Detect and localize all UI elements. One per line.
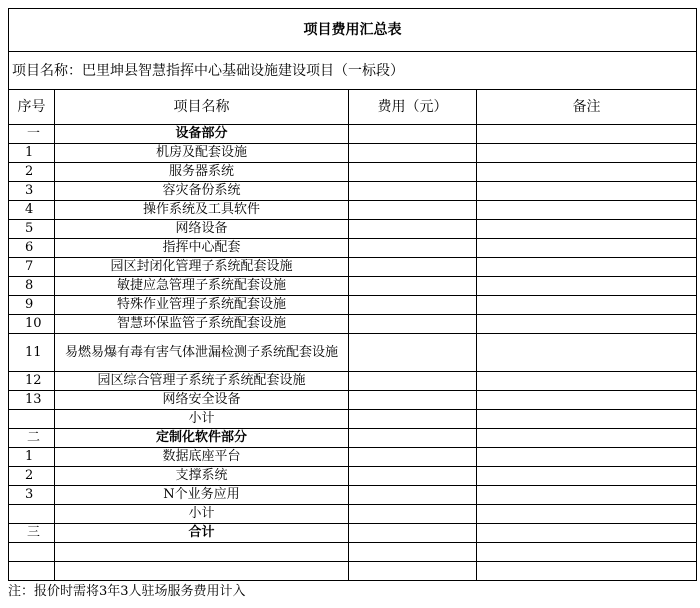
remark-cell — [477, 524, 697, 543]
total-label: 合计 — [55, 524, 349, 543]
cost-cell — [349, 163, 477, 182]
section-name: 定制化软件部分 — [55, 429, 349, 448]
remark-cell — [477, 220, 697, 239]
remark-cell — [477, 201, 697, 220]
remark-cell — [477, 258, 697, 277]
remark-cell — [477, 467, 697, 486]
remark-cell — [477, 163, 697, 182]
cost-cell — [349, 239, 477, 258]
table-row — [9, 296, 697, 315]
row-no — [9, 505, 55, 524]
row-name: 操作系统及工具软件 — [55, 201, 349, 220]
row-no: 5 — [9, 220, 55, 239]
row-name: 易燃易爆有毒有害气体泄漏检测子系统配套设施 — [55, 334, 349, 372]
table-row — [9, 220, 697, 239]
table-row — [9, 277, 697, 296]
row-name: 网络设备 — [55, 220, 349, 239]
remark-cell — [477, 144, 697, 163]
cost-cell — [349, 410, 477, 429]
remark-cell — [477, 372, 697, 391]
table-row — [9, 372, 697, 391]
cost-summary-sheet — [8, 8, 696, 581]
table-title: 项目费用汇总表 — [9, 9, 697, 52]
row-no: 3 — [9, 486, 55, 505]
header-row — [9, 90, 697, 125]
remark-cell — [477, 410, 697, 429]
cost-cell — [349, 182, 477, 201]
cost-cell — [349, 201, 477, 220]
section-no: 一 — [9, 125, 55, 144]
row-no: 1 — [9, 448, 55, 467]
row-no: 8 — [9, 277, 55, 296]
cost-cell — [349, 125, 477, 144]
row-name: 园区综合管理子系统子系统配套设施 — [55, 372, 349, 391]
empty-cell — [9, 543, 55, 562]
row-no: 9 — [9, 296, 55, 315]
table-row — [9, 467, 697, 486]
row-name: 园区封闭化管理子系统配套设施 — [55, 258, 349, 277]
cost-cell — [349, 505, 477, 524]
remark-cell — [477, 239, 697, 258]
cost-cell — [349, 486, 477, 505]
remark-cell — [477, 429, 697, 448]
remark-cell — [477, 315, 697, 334]
row-no: 10 — [9, 315, 55, 334]
section-no: 三 — [9, 524, 55, 543]
empty-cell — [55, 562, 349, 581]
header-remark: 备注 — [477, 90, 697, 125]
cost-cell — [349, 334, 477, 372]
row-name: 机房及配套设施 — [55, 144, 349, 163]
cost-summary-table — [8, 8, 697, 581]
row-no: 3 — [9, 182, 55, 201]
table-row — [9, 391, 697, 410]
row-no: 2 — [9, 163, 55, 182]
cost-cell — [349, 258, 477, 277]
table-row — [9, 144, 697, 163]
row-no: 6 — [9, 239, 55, 258]
empty-cell — [9, 562, 55, 581]
cost-cell — [349, 467, 477, 486]
table-row — [9, 448, 697, 467]
row-no: 13 — [9, 391, 55, 410]
table-row — [9, 201, 697, 220]
cost-cell — [349, 429, 477, 448]
subtotal-label: 小计 — [55, 505, 349, 524]
cost-cell — [349, 391, 477, 410]
empty-row — [9, 543, 697, 562]
remark-cell — [477, 486, 697, 505]
header-name: 项目名称 — [55, 90, 349, 125]
header-no: 序号 — [9, 90, 55, 125]
row-no: 12 — [9, 372, 55, 391]
row-name: N个业务应用 — [55, 486, 349, 505]
row-no: 1 — [9, 144, 55, 163]
cost-cell — [349, 372, 477, 391]
row-no: 4 — [9, 201, 55, 220]
row-no: 11 — [9, 334, 55, 372]
row-no: 7 — [9, 258, 55, 277]
project-name: 项目名称：巴里坤县智慧指挥中心基础设施建设项目（一标段） — [9, 52, 697, 90]
footnote: 注：报价时需将3年3人驻场服务费用计入 — [8, 584, 246, 599]
remark-cell — [477, 334, 697, 372]
header-cost: 费用（元） — [349, 90, 477, 125]
subtotal-row — [9, 410, 697, 429]
subtotal-label: 小计 — [55, 410, 349, 429]
row-name: 容灾备份系统 — [55, 182, 349, 201]
table-row — [9, 315, 697, 334]
empty-cell — [55, 543, 349, 562]
section-name: 设备部分 — [55, 125, 349, 144]
row-name: 网络安全设备 — [55, 391, 349, 410]
section-no: 二 — [9, 429, 55, 448]
remark-cell — [477, 296, 697, 315]
remark-cell — [477, 448, 697, 467]
remark-cell — [477, 391, 697, 410]
section-row — [9, 429, 697, 448]
row-no — [9, 410, 55, 429]
remark-cell — [477, 125, 697, 144]
row-name: 敏捷应急管理子系统配套设施 — [55, 277, 349, 296]
table-row — [9, 239, 697, 258]
section-row — [9, 125, 697, 144]
row-name: 数据底座平台 — [55, 448, 349, 467]
empty-cell — [349, 562, 477, 581]
row-name: 智慧环保监管子系统配套设施 — [55, 315, 349, 334]
remark-cell — [477, 277, 697, 296]
empty-row — [9, 562, 697, 581]
remark-cell — [477, 182, 697, 201]
row-no: 2 — [9, 467, 55, 486]
table-row — [9, 258, 697, 277]
table-row — [9, 334, 697, 372]
table-row — [9, 486, 697, 505]
total-row — [9, 524, 697, 543]
row-name: 指挥中心配套 — [55, 239, 349, 258]
cost-cell — [349, 315, 477, 334]
cost-cell — [349, 296, 477, 315]
cost-cell — [349, 448, 477, 467]
cost-cell — [349, 220, 477, 239]
cost-cell — [349, 524, 477, 543]
subtotal-row — [9, 505, 697, 524]
row-name: 支撑系统 — [55, 467, 349, 486]
remark-cell — [477, 505, 697, 524]
cost-cell — [349, 277, 477, 296]
empty-cell — [477, 562, 697, 581]
empty-cell — [349, 543, 477, 562]
empty-cell — [477, 543, 697, 562]
row-name: 服务器系统 — [55, 163, 349, 182]
cost-cell — [349, 144, 477, 163]
table-row — [9, 163, 697, 182]
row-name: 特殊作业管理子系统配套设施 — [55, 296, 349, 315]
table-row — [9, 182, 697, 201]
